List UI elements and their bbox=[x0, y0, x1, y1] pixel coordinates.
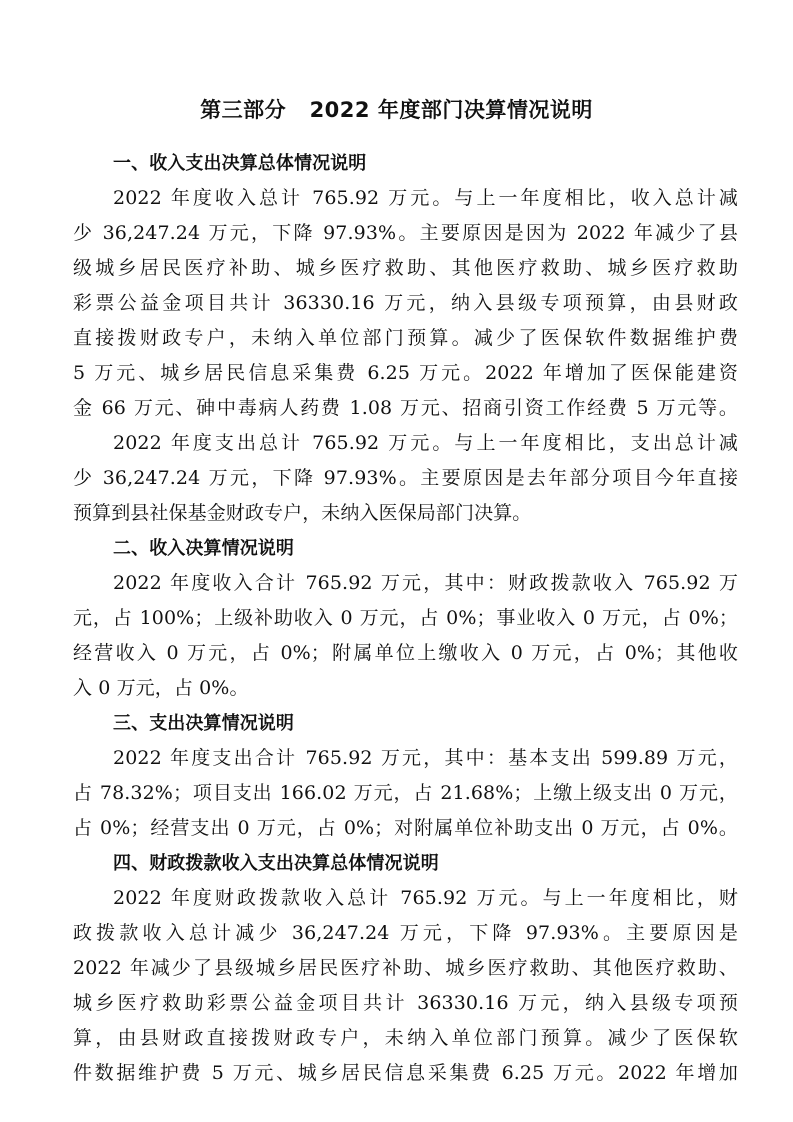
paragraph-line: 2022 年减少了县级城乡居民医疗补助、城乡医疗救助、其他医疗救助、 bbox=[73, 957, 738, 979]
paragraph-line: 件数据维护费 5 万元、城乡居民信息采集费 6.25 万元。2022 年增加 bbox=[73, 1062, 738, 1084]
paragraph-line: 政拨款收入总计减少 36,247.24 万元，下降 97.93%。主要原因是 bbox=[73, 922, 738, 944]
paragraph-line: 少 36,247.24 万元，下降 97.93%。主要原因是去年部分项目今年直接 bbox=[73, 467, 738, 489]
paragraph-line: 城乡医疗救助彩票公益金项目共计 36330.16 万元，纳入县级专项预 bbox=[73, 992, 738, 1014]
paragraph-line: 直接拨财政专户，未纳入单位部门预算。减少了医保软件数据维护费 bbox=[73, 327, 738, 349]
paragraph-line: 少 36,247.24 万元，下降 97.93%。主要原因是因为 2022 年减少了县 bbox=[73, 222, 738, 244]
paragraph-line: 算，由县财政直接拨财政专户，未纳入单位部门预算。减少了医保软 bbox=[73, 1027, 738, 1049]
paragraph-line: 占 78.32%；项目支出 166.02 万元，占 21.68%；上缴上级支出 0 万元， bbox=[73, 782, 738, 804]
section-heading: 三、支出决算情况说明 bbox=[113, 713, 294, 734]
paragraph-line: 金 66 万元、砷中毒病人药费 1.08 万元、招商引资工作经费 5 万元等。 bbox=[73, 397, 738, 419]
paragraph-line: 级城乡居民医疗补助、城乡医疗救助、其他医疗救助、城乡医疗救助 bbox=[73, 257, 738, 279]
section-heading: 四、财政拨款收入支出决算总体情况说明 bbox=[113, 853, 439, 874]
paragraph-line: 经营收入 0 万元，占 0%；附属单位上缴收入 0 万元，占 0%；其他收 bbox=[73, 642, 738, 664]
paragraph-line: 入 0 万元，占 0%。 bbox=[73, 677, 249, 699]
paragraph-line: 2022 年度收入合计 765.92 万元，其中：财政拨款收入 765.92 万 bbox=[113, 572, 738, 594]
paragraph-line: 2022 年度收入总计 765.92 万元。与上一年度相比，收入总计减 bbox=[113, 187, 738, 209]
paragraph-line: 2022 年度支出总计 765.92 万元。与上一年度相比，支出总计减 bbox=[113, 432, 738, 454]
paragraph-line: 预算到县社保基金财政专户，未纳入医保局部门决算。 bbox=[73, 502, 532, 524]
paragraph-line: 2022 年度财政拨款收入总计 765.92 万元。与上一年度相比，财 bbox=[113, 887, 738, 909]
paragraph-line: 彩票公益金项目共计 36330.16 万元，纳入县级专项预算，由县财政 bbox=[73, 292, 738, 314]
page-title: 第三部分 2022 年度部门决算情况说明 bbox=[200, 98, 593, 122]
paragraph-line: 元，占 100%；上级补助收入 0 万元，占 0%；事业收入 0 万元，占 0%； bbox=[73, 607, 738, 629]
paragraph-line: 2022 年度支出合计 765.92 万元，其中：基本支出 599.89 万元， bbox=[113, 747, 738, 769]
section-heading: 二、收入决算情况说明 bbox=[113, 538, 294, 559]
section-heading: 一、收入支出决算总体情况说明 bbox=[113, 153, 367, 174]
document-body bbox=[73, 146, 738, 1091]
paragraph-line: 占 0%；经营支出 0 万元，占 0%；对附属单位补助支出 0 万元，占 0%。 bbox=[73, 817, 738, 839]
paragraph-line: 5 万元、城乡居民信息采集费 6.25 万元。2022 年增加了医保能建资 bbox=[73, 362, 738, 384]
